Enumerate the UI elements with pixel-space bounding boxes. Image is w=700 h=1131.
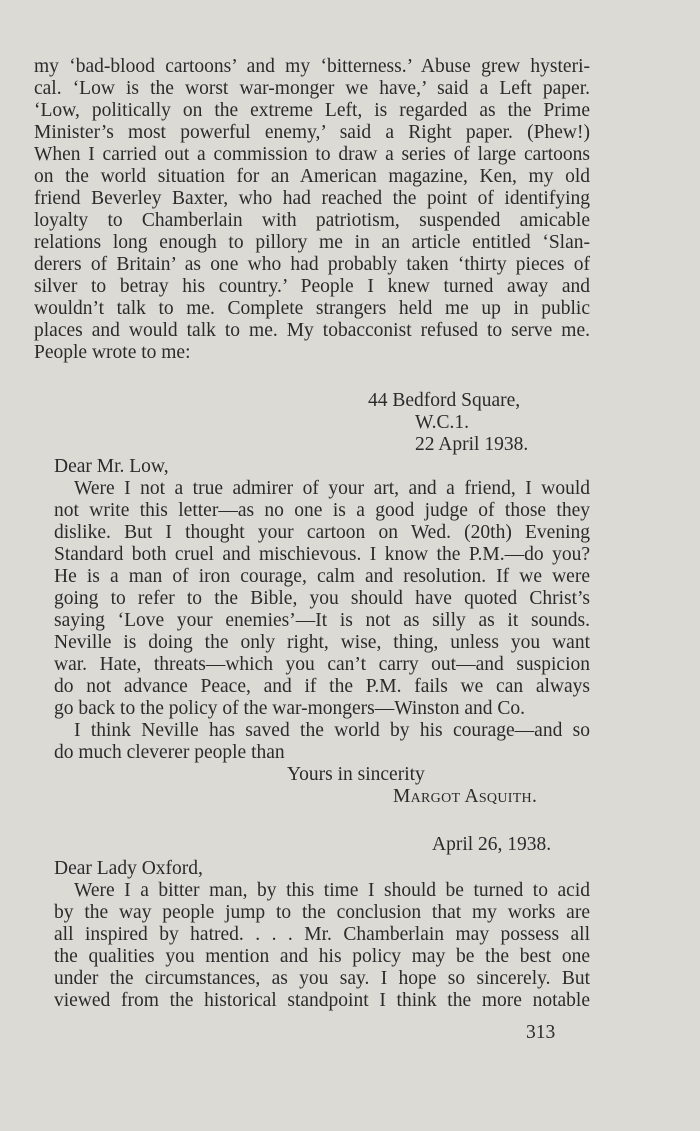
letter2-body bbox=[34, 880, 590, 1012]
text-line: places and would talk to me. My tobacconist refused to serve me. bbox=[34, 320, 590, 341]
text-line: cal. ‘Low is the worst war-monger we have,’ said a Left paper. bbox=[34, 78, 590, 99]
letter1-address-line2: W.C.1. bbox=[415, 412, 469, 433]
text-line: derers of Britain’ as one who had probably taken ‘thirty pieces of bbox=[34, 254, 590, 275]
text-line: war. Hate, threats—which you can’t carry out—and suspicion bbox=[54, 654, 590, 675]
letter1-signature: Margot Asquith. bbox=[393, 786, 538, 807]
text-line: loyalty to Chamberlain with patriotism, suspended amicable bbox=[34, 210, 590, 231]
text-line: I think Neville has saved the world by his courage—and so bbox=[74, 720, 590, 741]
text-line: He is a man of iron courage, calm and resolution. If we were bbox=[54, 566, 590, 587]
text-line: viewed from the historical standpoint I think the more notable bbox=[54, 990, 590, 1011]
letter1 bbox=[54, 456, 590, 478]
text-line: by the way people jump to the conclusion that my works are bbox=[54, 902, 590, 923]
text-line: Were I a bitter man, by this time I should be turned to acid bbox=[74, 880, 590, 901]
page-number: 313 bbox=[526, 1022, 556, 1043]
text-line: silver to betray his country.’ People I knew turned away and bbox=[34, 276, 590, 297]
letter2-date: April 26, 1938. bbox=[432, 834, 552, 855]
text-line: ‘Low, politically on the extreme Left, is regarded as the Prime bbox=[34, 100, 590, 121]
letter2-salutation: Dear Lady Oxford, bbox=[54, 858, 203, 879]
text-line: Were I not a true admirer of your art, and a friend, I would bbox=[74, 478, 590, 499]
text-line: going to refer to the Bible, you should have quoted Christ’s bbox=[54, 588, 590, 609]
text-line: wouldn’t talk to me. Complete strangers held me up in public bbox=[34, 298, 590, 319]
text-line: Standard both cruel and mischievous. I know the P.M.—do you? bbox=[54, 544, 590, 565]
paragraph-top bbox=[34, 56, 590, 364]
text-line: do not advance Peace, and if the P.M. fails we can always bbox=[54, 676, 590, 697]
letter1-body bbox=[34, 478, 590, 764]
text-line: friend Beverley Baxter, who had reached the point of identifying bbox=[34, 188, 590, 209]
text-line: not write this letter—as no one is a good judge of those they bbox=[54, 500, 590, 521]
text-line: When I carried out a commission to draw a series of large cartoons bbox=[34, 144, 590, 165]
text-line: go back to the policy of the war-mongers—Winston and Co. bbox=[54, 698, 526, 719]
text-line: do much cleverer people than bbox=[54, 742, 285, 763]
text-line: my ‘bad-blood cartoons’ and my ‘bitterness.’ Abuse grew hysteri- bbox=[34, 56, 590, 77]
text-line: the qualities you mention and his policy may be the best one bbox=[54, 946, 590, 967]
letter1-closing: Yours in sincerity bbox=[287, 764, 425, 785]
text-line: Neville is doing the only right, wise, thing, unless you want bbox=[54, 632, 590, 653]
text-line: under the circumstances, as you say. I hope so sincerely. But bbox=[54, 968, 590, 989]
letter1-salutation: Dear Mr. Low, bbox=[54, 456, 169, 477]
text-line: saying ‘Love your enemies’—It is not as silly as it sounds. bbox=[54, 610, 590, 631]
text-line: dislike. But I thought your cartoon on Wed. (20th) Evening bbox=[54, 522, 590, 543]
letter1-date: 22 April 1938. bbox=[415, 434, 529, 455]
letter2 bbox=[54, 858, 590, 880]
text-line: Minister’s most powerful enemy,’ said a Right paper. (Phew!) bbox=[34, 122, 590, 143]
text-line: relations long enough to pillory me in an article entitled ‘Slan- bbox=[34, 232, 590, 253]
letter1-address-line1: 44 Bedford Square, bbox=[368, 390, 521, 411]
text-line: all inspired by hatred. . . . Mr. Chamberlain may possess all bbox=[54, 924, 590, 945]
text-line: on the world situation for an American magazine, Ken, my old bbox=[34, 166, 590, 187]
text-line: People wrote to me: bbox=[34, 342, 191, 363]
